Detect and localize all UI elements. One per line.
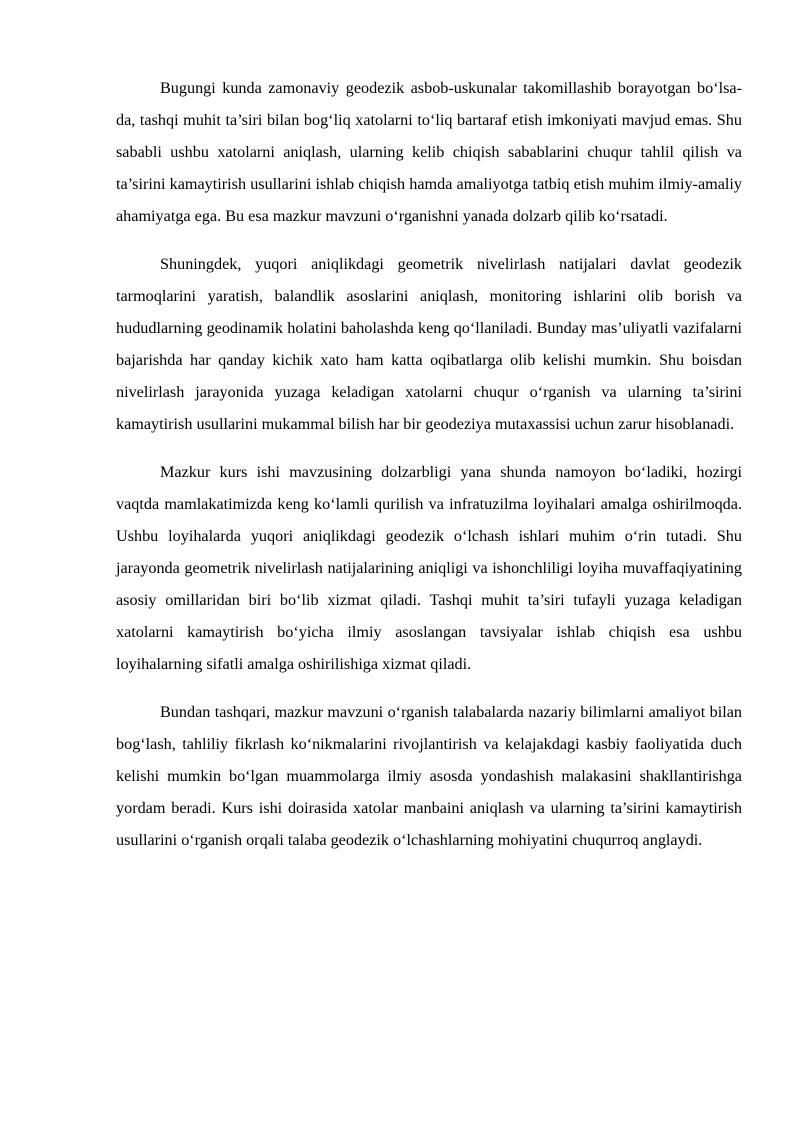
paragraph-1: Bugungi kunda zamonaviy geodezik asbob-uskunalar takomillashib borayotgan bo‘lsa-da, tashqi muhit ta’siri bilan bog‘liq xatolarni to‘liq bartaraf etish imkoniyati mavjud emas. Shu sababli ushbu xatolarni aniqlash, ularning kelib chiqish sabablarini chuqur tahlil qilish va ta’sirini kamaytirish usullarini ishlab chiqish hamda amaliyotga tatbiq etish muhim ilmiy-amaliy ahamiyatga ega. Bu esa mazkur mavzuni o‘rganishni yanada dolzarb qilib ko‘rsatadi. xyxy=(116,79,742,225)
document-page xyxy=(116,72,742,872)
paragraph-2: Shuningdek, yuqori aniqlikdagi geometrik nivelirlash natijalari davlat geodezik tarmoqlarini yaratish, balandlik asoslarini aniqlash, monitoring ishlarini olib borish va hududlarning geodinamik holatini baholashda keng qo‘llaniladi. Bunday mas’uliyatli vazifalarni bajarishda har qanday kichik xato ham katta oqibatlarga olib kelishi mumkin. Shu boisdan nivelirlash jarayonida yuzaga keladigan xatolarni chuqur o‘rganish va ularning ta’sirini kamaytirish usullarini mukammal bilish har bir geodeziya mutaxassisi uchun zarur hisoblanadi. xyxy=(116,255,742,433)
paragraph-4: Bundan tashqari, mazkur mavzuni o‘rganish talabalarda nazariy bilimlarni amaliyot bilan bog‘lash, tahliliy fikrlash ko‘nikmalarini rivojlantirish va kelajakdagi kasbiy faoliyatida duch kelishi mumkin bo‘lgan muammolarga ilmiy asosda yondashish malakasini shakllantirishga yordam beradi. Kurs ishi doirasida xatolar manbaini aniqlash va ularning ta’sirini kamaytirish usullarini o‘rganish orqali talaba geodezik o‘lchashlarning mohiyatini chuqurroq anglaydi. xyxy=(116,703,742,849)
paragraph-3: Mazkur kurs ishi mavzusining dolzarbligi yana shunda namoyon bo‘ladiki, hozirgi vaqtda mamlakatimizda keng ko‘lamli qurilish va infratuzilma loyihalari amalga oshirilmoqda. Ushbu loyihalarda yuqori aniqlikdagi geodezik o‘lchash ishlari muhim o‘rin tutadi. Shu jarayonda geometrik nivelirlash natijalarining aniqligi va ishonchliligi loyiha muvaffaqiyatining asosiy omillaridan biri bo‘lib xizmat qiladi. Tashqi muhit ta’siri tufayli yuzaga keladigan xatolarni kamaytirish bo‘yicha ilmiy asoslangan tavsiyalar ishlab chiqish esa ushbu loyihalarning sifatli amalga oshirilishiga xizmat qiladi. xyxy=(116,463,742,673)
